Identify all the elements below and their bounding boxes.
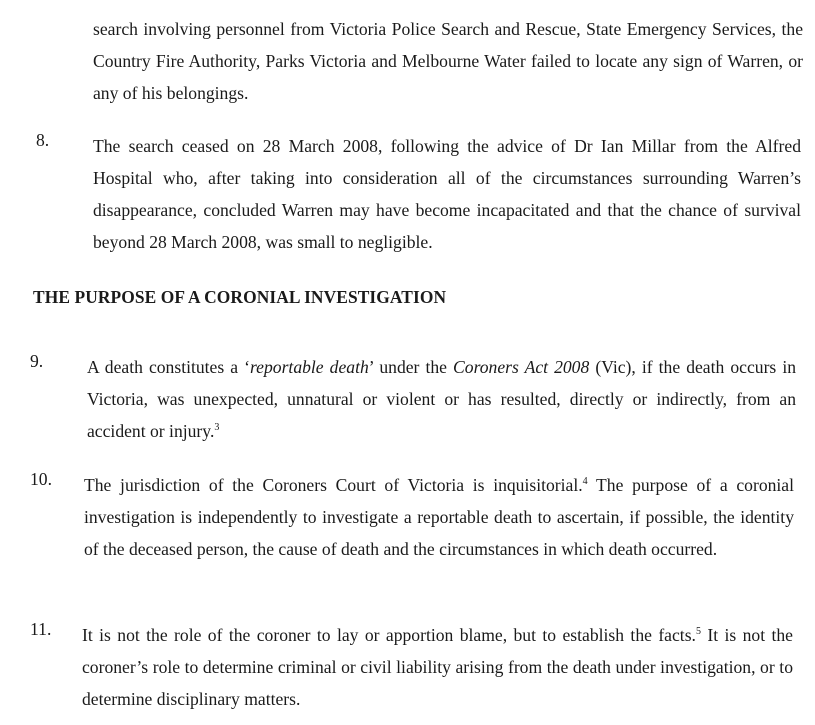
footnote-ref-5: 5: [695, 626, 701, 638]
paragraph-11-text: [82, 619, 793, 715]
section-heading: THE PURPOSE OF A CORONIAL INVESTIGATION: [33, 287, 447, 307]
paragraph-10-text-end: The purpose of a coronial investigation is independently to investigate a reportable death to ascertain, if possible, the identity of the deceased person, the cause of death and the circumstances in which death occurred.: [84, 475, 794, 559]
paragraph-11-text-start: It is not the role of the coroner to lay or apportion blame, but to establish the facts.: [82, 625, 696, 645]
paragraph-7-text: search involving personnel from Victoria Police Search and Rescue, State Emergency Services, the Country Fire Authority, Parks Victoria and Melbourne Water failed to locate any sign of Warren, or any of his belongings.: [93, 19, 803, 103]
paragraph-9-text: [87, 351, 796, 447]
paragraph-8-text: The search ceased on 28 March 2008, following the advice of Dr Ian Millar from the Alfred Hospital who, after taking into consideration all of the circumstances surrounding Warren’s disappearance, concluded Warren may have become incapacitated and that the chance of survival beyond 28 March 2008, was small to negligible.: [93, 136, 801, 252]
reportable-death-term: reportable death: [249, 357, 369, 377]
paragraph-10-text: [84, 469, 794, 565]
paragraph-9-text-mid: ’ under the: [368, 357, 454, 377]
paragraph-11-number: 11.: [30, 619, 52, 639]
paragraph-9-text-start: A death constitutes a ‘: [87, 357, 250, 377]
footnote-ref-3: 3: [214, 422, 220, 434]
paragraph-10-text-start: The jurisdiction of the Coroners Court of Victoria is inquisitorial.: [84, 475, 583, 495]
coroners-act-title: Coroners Act 2008: [453, 357, 590, 377]
paragraph-11-text-end: It is not the coroner’s role to determine criminal or civil liability arising from the death under investigation, or to determine disciplinary matters.: [82, 625, 793, 709]
paragraph-10-number: 10.: [30, 469, 52, 489]
paragraph-9-text-end: (Vic), if the death occurs in Victoria, was unexpected, unnatural or violent or has resulted, directly or indirectly, from an accident or injury.: [87, 357, 797, 441]
paragraph-9-number: 9.: [30, 351, 44, 371]
footnote-ref-4: 4: [582, 476, 588, 488]
paragraph-8-number: 8.: [36, 130, 50, 150]
